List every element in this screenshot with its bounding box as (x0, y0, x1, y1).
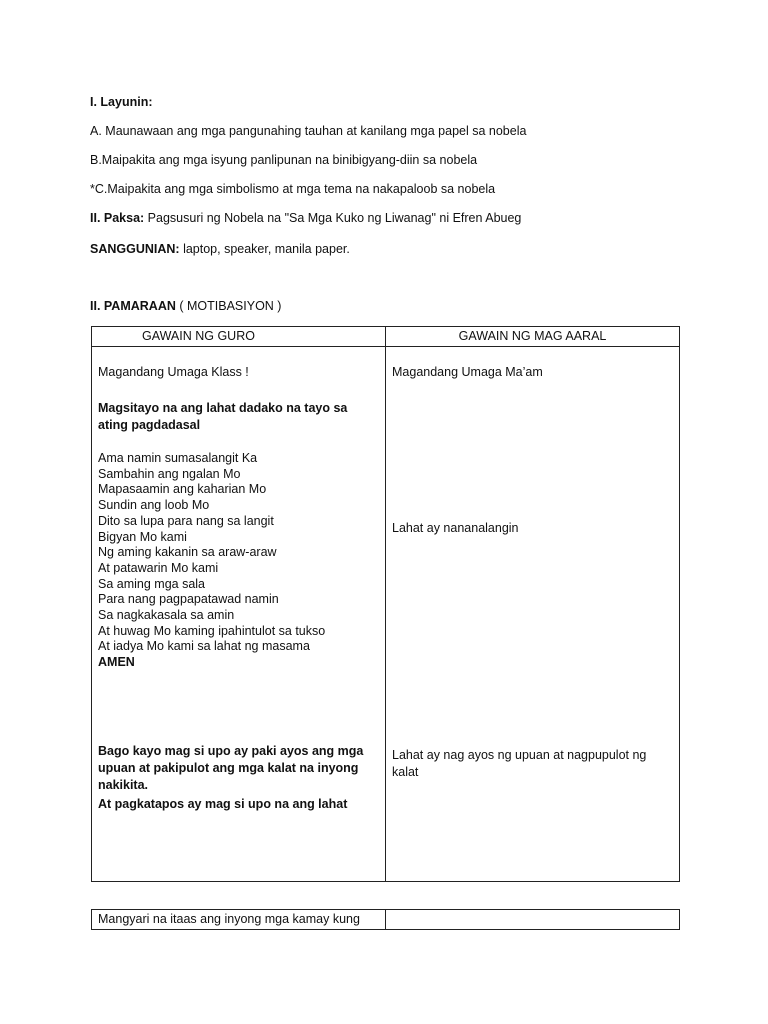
teacher-instruction-2: At pagkatapos ay mag si upo na ang lahat (98, 797, 348, 811)
activity-table-row (92, 347, 680, 882)
prayer-line: At iadya Mo kami sa lahat ng masama (98, 639, 310, 654)
prayer-amen: AMEN (98, 655, 135, 670)
objective-b: B.Maipakita ang mga isyung panlipunan na binibigyang-diin sa nobela (90, 153, 478, 167)
prayer-line: At patawarin Mo kami (98, 560, 219, 575)
prayer-line: Sa aming mga sala (98, 576, 206, 591)
prayer-text (98, 451, 379, 671)
prayer-line: At huwag Mo kaming ipahintulot sa tukso (98, 623, 326, 638)
procedure-title: II. PAMARAAN (90, 299, 176, 313)
topic-text: Pagsusuri ng Nobela na "Sa Mga Kuko ng Liwanag" ni Efren Abueg (144, 211, 522, 225)
activity-table-header (92, 327, 680, 347)
prayer-line: Sambahin ang ngalan Mo (98, 466, 241, 481)
teacher-instruction: Bago kayo mag si upo ay paki ayos ang mga upuan at pakipulot ang mga kalat na inyong nakikita. (98, 744, 364, 792)
topic-label: II. Paksa: (90, 211, 145, 225)
prayer-line: Para nang pagpapatawad namin (98, 592, 279, 607)
references-text: laptop, speaker, manila paper. (179, 242, 350, 256)
prayer-line: Sundin ang loob Mo (98, 498, 210, 513)
next-teacher-cell: Mangyari na itaas ang inyong mga kamay kung (92, 910, 386, 930)
topic-line (90, 210, 521, 226)
objective-a: A. Maunawaan ang mga pangunahing tauhan at kanilang mga papel sa nobela (90, 124, 527, 138)
prayer-line: Ama namin sumasalangit Ka (98, 451, 258, 465)
next-activity-row (92, 910, 680, 930)
prayer-line: Ng aming kakanin sa araw-araw (98, 545, 277, 560)
next-student-cell (386, 910, 680, 930)
objectives-heading: I. Layunin: (90, 95, 153, 109)
prayer-intro: Magsitayo na ang lahat dadako na tayo sa ating pagdadasal (98, 401, 348, 432)
procedure-heading (90, 298, 281, 314)
student-activity-cell (386, 347, 680, 882)
prayer-line: Bigyan Mo kami (98, 529, 187, 544)
references-line (90, 241, 350, 257)
student-praying: Lahat ay nananalangin (392, 521, 519, 535)
references-label: SANGGUNIAN: (90, 242, 180, 256)
teacher-column-header: GAWAIN NG GURO (92, 327, 386, 347)
prayer-line: Sa nagkakasala sa amin (98, 608, 235, 623)
prayer-line: Dito sa lupa para nang sa langit (98, 513, 274, 528)
teacher-greeting: Magandang Umaga Klass ! (98, 365, 249, 379)
student-greeting: Magandang Umaga Ma’am (392, 365, 543, 379)
student-arranging: Lahat ay nag ayos ng upuan at nagpupulot ng kalat (392, 748, 647, 779)
activity-table (91, 326, 680, 882)
next-activity-table (91, 909, 680, 930)
prayer-line: Mapasaamin ang kaharian Mo (98, 482, 267, 497)
student-column-header: GAWAIN NG MAG AARAL (386, 327, 680, 347)
teacher-activity-cell (92, 347, 386, 882)
procedure-subtitle: ( MOTIBASIYON ) (175, 299, 282, 313)
objective-c: *C.Maipakita ang mga simbolismo at mga tema na nakapaloob sa nobela (90, 182, 496, 196)
